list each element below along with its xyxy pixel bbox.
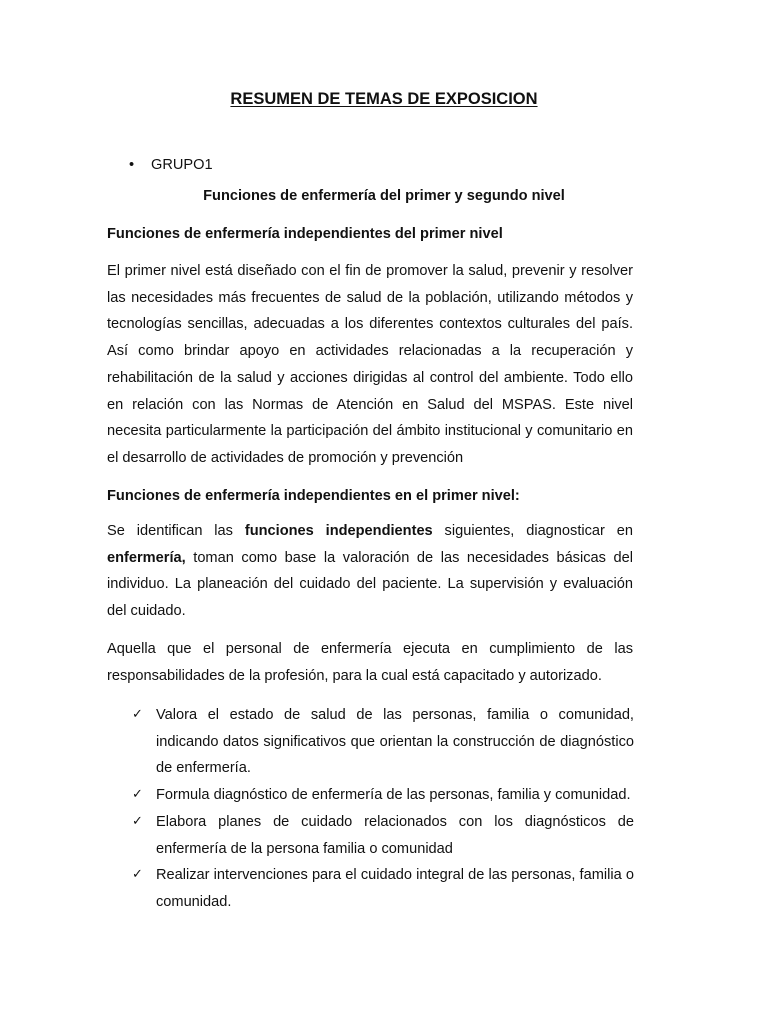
- heading-independent-functions: Funciones de enfermería independientes del primer nivel: [107, 226, 503, 242]
- checklist-item: [132, 702, 634, 782]
- checkmark-icon: ✓: [132, 707, 143, 722]
- paragraph-responsibilities: Aquella que el personal de enfermería ejecuta en cumplimiento de las responsabilidades de la profesión, para la cual está capacitado y autorizado.: [107, 641, 633, 684]
- bold-term: enfermería,: [107, 549, 186, 566]
- paragraph-text: siguientes, diagnosticar en: [432, 523, 634, 539]
- paragraph-text: Se identifican las: [107, 523, 245, 539]
- heading-independent-functions-first-level: Funciones de enfermería independientes en el primer nivel:: [107, 488, 520, 504]
- checklist-item-text: Elabora planes de cuidado relacionados con los diagnósticos de enfermería de la persona familia o comunidad: [156, 813, 634, 857]
- checklist-item-text: Formula diagnóstico de enfermería de las personas, familia y comunidad.: [156, 787, 631, 804]
- checklist-item: [132, 782, 634, 809]
- bullet-label: GRUPO1: [151, 157, 213, 173]
- bold-term: funciones independientes: [244, 523, 433, 539]
- checklist-item: [132, 862, 634, 915]
- document-title: RESUMEN DE TEMAS DE EXPOSICION: [230, 90, 538, 108]
- paragraph-text: toman como base la valoración de las necesidades básicas del individuo. La planeación del cuidado del paciente. La supervisión y evaluación del cuidado.: [107, 549, 633, 620]
- bullet-item-grupo: [129, 157, 213, 173]
- checkmark-icon: ✓: [132, 867, 143, 883]
- paragraph-identified-functions: [107, 518, 633, 625]
- checklist: [132, 702, 634, 916]
- checklist-item: [132, 809, 634, 862]
- paragraph-first-level: El primer nivel está diseñado con el fin de promover la salud, prevenir y resolver las necesidades más frecuentes de salud de la población, utilizando métodos y tecnologías sencillas, adecuadas a los diferentes contextos culturales del país. Así como brindar apoyo en actividades relacionadas a la recuperación y rehabilitación de la salud y acciones dirigidas al control del ambiente. Todo ello en relación con las Normas de Atención en Salud del MSPAS. Este nivel necesita particularmente la participación del ámbito institucional y comunitario en el desarrollo de actividades de promoción y prevención: [107, 263, 633, 466]
- section-subtitle: Funciones de enfermería del primer y segundo nivel: [203, 188, 565, 204]
- checkmark-icon: ✓: [132, 813, 143, 829]
- bullet-dot-icon: •: [129, 157, 135, 173]
- checkmark-icon: ✓: [132, 787, 143, 803]
- checklist-item-text: Realizar intervenciones para el cuidado integral de las personas, familia o comunidad.: [156, 867, 634, 910]
- checklist-item-text: Valora el estado de salud de las personas, familia o comunidad, indicando datos significativos que orientan la construcción de diagnóstico de enfermería.: [156, 707, 634, 777]
